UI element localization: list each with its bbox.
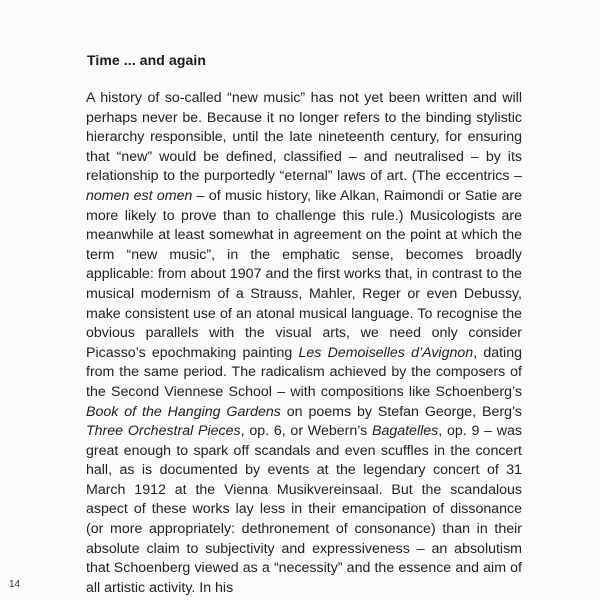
text-run: A history of so-called “new music” has not yet been written and will perhaps never be. Because it no longer refers to the binding stylistic hierarchy responsible, until the late nineteenth century, for ensuring that “new” would be defined, classified – and neutralised – by its relationship to the purportedly “eternal” laws of art. (The eccentrics – bbox=[86, 90, 522, 185]
text-run: on poems by Stefan George, Berg’s bbox=[280, 403, 522, 420]
text-run: , dating from the same period. The radicalism achieved by the composers of the Second Viennese School – with compositions like Schoenberg’s bbox=[86, 344, 522, 400]
section-title: Time ... and again bbox=[87, 52, 207, 68]
text-run: , op. 9 – was great enough to spark off scandals and even scuffles in the concert hall, as is documented by events at the legendary concert of 31 March 1912 at the Vienna Musikvereinsaal. But the scandalous aspect of these works lay less in their emancipation of dissonance (or more appropriately: dethronement of consonance) than in their absolute claim to subjectivity and expressiveness – an absolutism that Schoenberg viewed as a “necessity” and the essence and aim of all artistic activity. In his bbox=[86, 423, 522, 596]
text-run: , op. 6, or Webern’s bbox=[240, 423, 372, 440]
italic-run: nomen est omen bbox=[86, 187, 193, 204]
italic-run: Three Orchestral Pieces bbox=[86, 423, 241, 440]
italic-run: Book of the Hanging Gardens bbox=[86, 403, 281, 420]
italic-run: Bagatelles bbox=[371, 423, 439, 440]
page-number: 14 bbox=[9, 579, 21, 590]
text-run: – of music history, like Alkan, Raimondi or Satie are more likely to prove than to challenge this rule.) Musicologists are meanwhile at least somewhat in agreement on the point at which the term “new music”, in the emphatic sense, becomes broadly applicable: from about 1907 and the first works that, in contrast to the musical modernism of a Strauss, Mahler, Reger or even Debussy, make consistent use of an atonal musical language. To recognise the obvious parallels with the visual arts, we need only consider Picasso’s epochmaking painting bbox=[86, 187, 522, 361]
body-paragraph bbox=[86, 89, 522, 598]
italic-run: Les Demoiselles d’Avignon bbox=[298, 344, 474, 361]
